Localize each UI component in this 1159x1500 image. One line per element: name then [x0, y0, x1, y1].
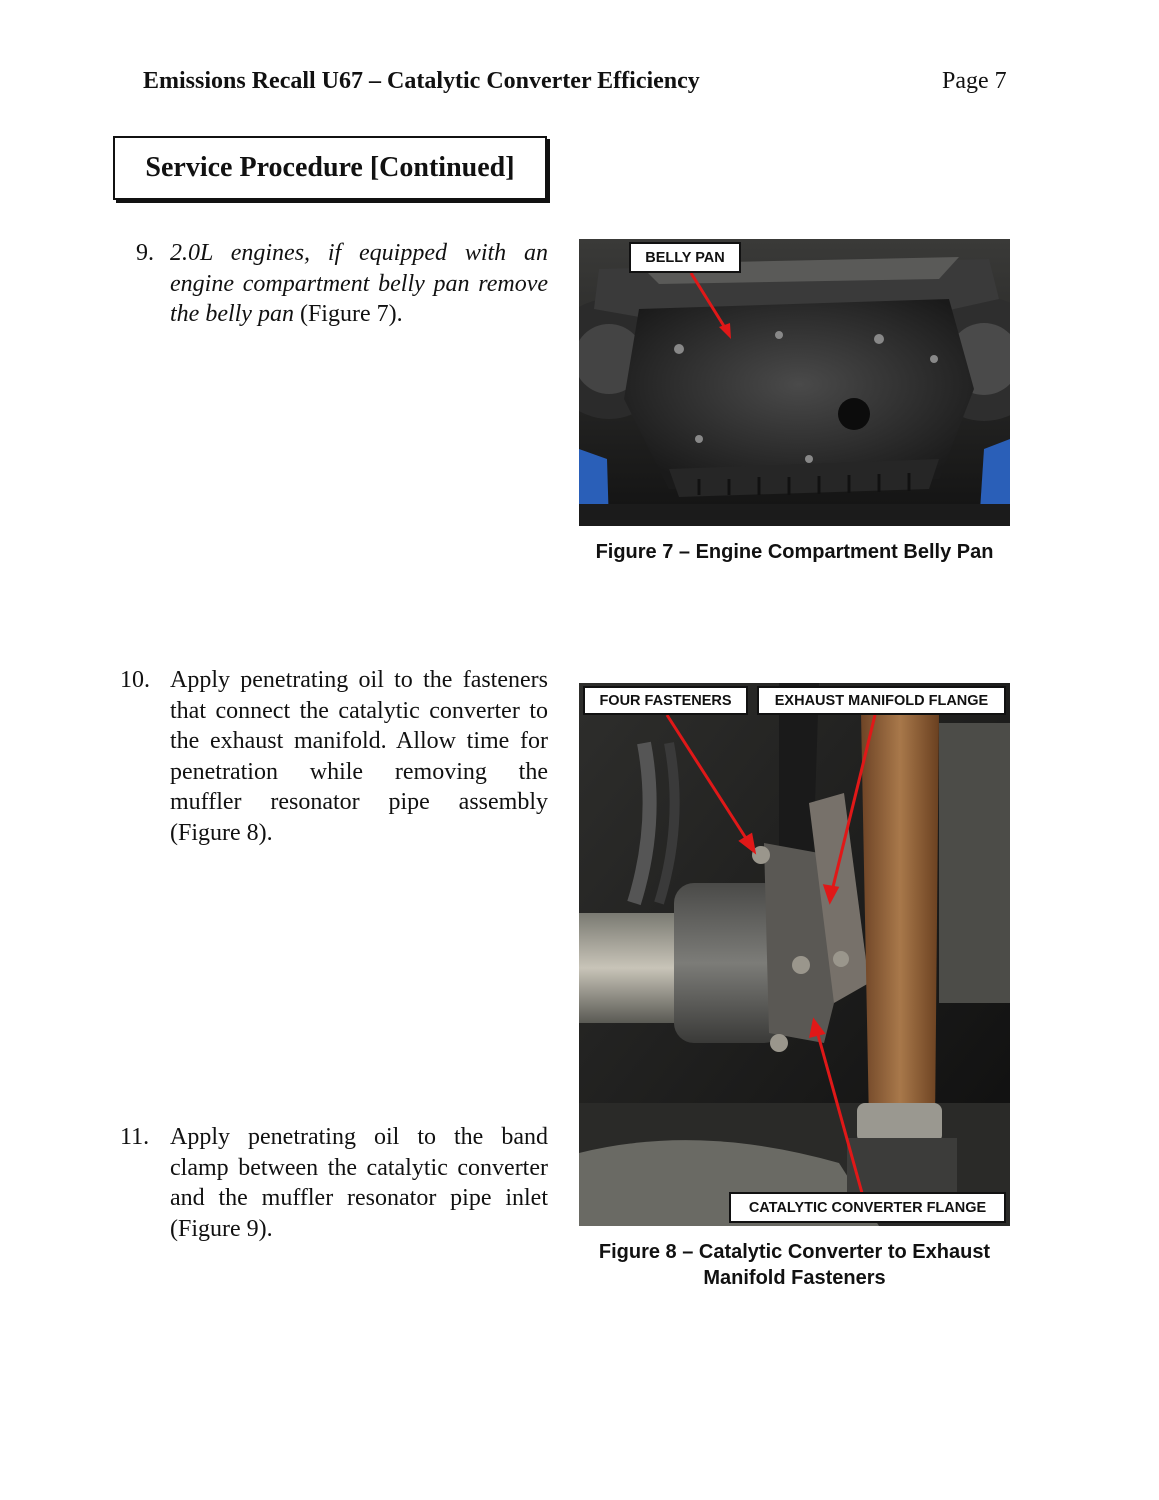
step-text [170, 238, 548, 330]
step-9 [120, 238, 550, 338]
page-number: Page 7 [942, 68, 1007, 94]
step-text-plain: (Figure 7). [293, 301, 403, 327]
catalytic-converter-illustration [579, 683, 1010, 1226]
callout-belly-pan: BELLY PAN [629, 242, 741, 273]
belly-pan-illustration [579, 239, 1010, 526]
section-heading [113, 136, 547, 200]
figure-7-caption: Figure 7 – Engine Compartment Belly Pan [595, 541, 994, 563]
step-number: 11. [120, 1124, 150, 1150]
step-text-italic: 2.0L engines, if equipped with an engine compartment belly pan remove the belly pan [170, 240, 548, 327]
figure-8-caption: Figure 8 – Catalytic Converter to Exhaust Manifold Fasteners [598, 1241, 991, 1289]
callout-catalytic-converter-flange: CATALYTIC CONVERTER FLANGE [729, 1192, 1006, 1223]
section-heading-text: Service Procedure [Continued] [145, 152, 515, 183]
document-title: Emissions Recall U67 – Catalytic Converter Efficiency [143, 68, 700, 94]
callout-exhaust-manifold-flange: EXHAUST MANIFOLD FLANGE [757, 686, 1006, 715]
figure-7-photo [579, 239, 1010, 526]
step-11 [120, 1122, 550, 1252]
step-number: 10. [120, 667, 150, 693]
step-text: Apply penetrating oil to the band clamp between the catalytic converter and the muffler resonator pipe inlet (Figure 9). [170, 1124, 548, 1242]
figure-8-photo [579, 683, 1010, 1226]
step-number: 9. [136, 240, 154, 266]
callout-four-fasteners: FOUR FASTENERS [583, 686, 748, 715]
step-text: Apply penetrating oil to the fasteners that connect the catalytic converter to the exhaust manifold. Allow time for penetration while removing the muffler resonator pipe assembly (Figure 8). [170, 667, 548, 846]
step-10 [120, 665, 550, 855]
